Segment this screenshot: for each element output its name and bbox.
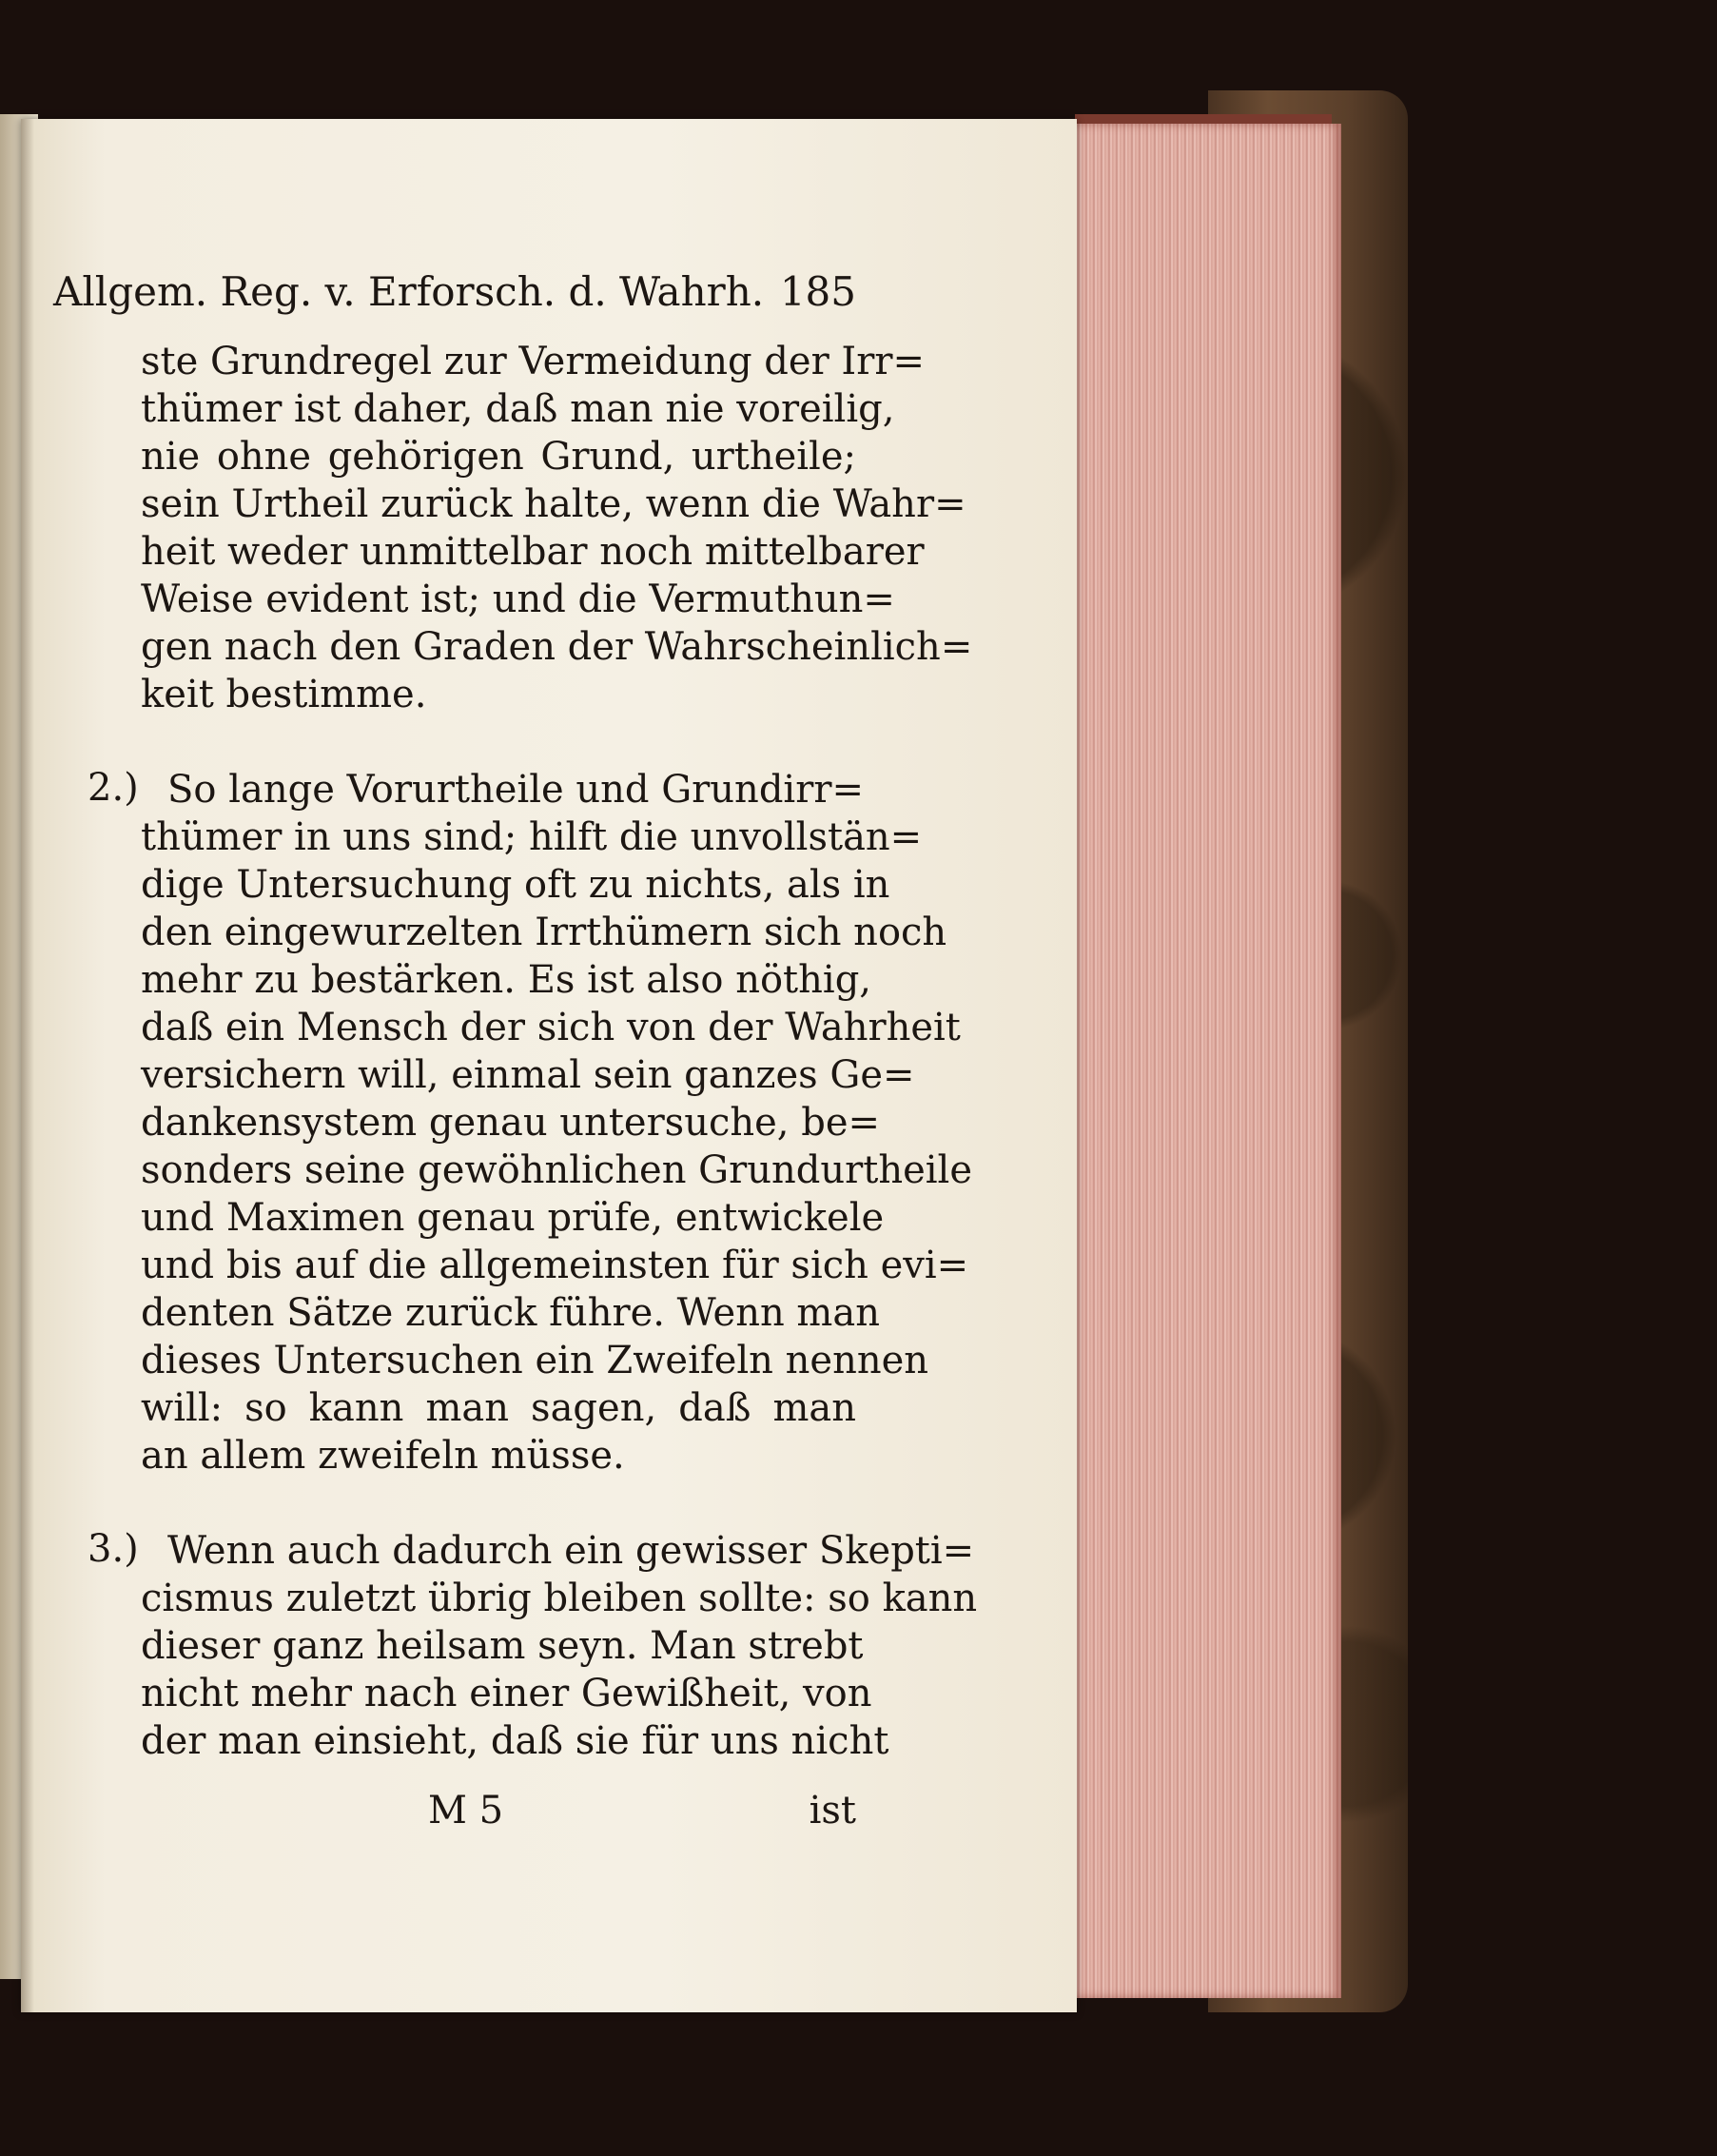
text-line: versichern will, einmal sein ganzes Ge= — [141, 1053, 915, 1097]
text-line: sonders seine gewöhnlichen Grundurtheile — [141, 1148, 973, 1192]
text-line: und Maximen genau prüfe, entwickele — [141, 1196, 885, 1240]
text-line: gen nach den Graden der Wahrscheinlich= — [141, 625, 973, 669]
paragraph-3 — [141, 1527, 978, 1765]
paragraph-2 — [141, 766, 973, 1480]
text-line: den eingewurzelten Irrthümern sich noch — [141, 911, 947, 954]
text-line: cismus zuletzt übrig bleiben sollte: so kann — [141, 1577, 978, 1620]
text-line: dieser ganz heilsam seyn. Man strebt — [141, 1624, 864, 1668]
page-footer — [428, 1789, 856, 1833]
text-line: thümer ist daher, daß man nie voreilig, — [141, 387, 895, 431]
text-line: nicht mehr nach einer Gewißheit, von — [141, 1672, 872, 1715]
text-line: dieses Untersuchen ein Zweifeln nennen — [141, 1339, 929, 1382]
text-line: sein Urtheil zurück halte, wenn die Wahr= — [141, 482, 966, 526]
text-line: So lange Vorurtheile und Grundirr= — [167, 768, 864, 812]
text-line: daß ein Mensch der sich von der Wahrheit — [141, 1006, 961, 1049]
running-header — [53, 268, 856, 315]
text-line: keit bestimme. — [141, 673, 427, 716]
catchword: ist — [809, 1789, 856, 1833]
running-title: Allgem. Reg. v. Erforsch. d. Wahrh. — [53, 268, 765, 315]
signature-mark: M 5 — [428, 1789, 504, 1833]
red-fore-edge — [1075, 124, 1341, 1998]
text-line: will: so kann man sagen, daß man — [141, 1386, 856, 1430]
text-line: Wenn auch dadurch ein gewisser Skepti= — [167, 1529, 975, 1573]
text-line: dige Untersuchung oft zu nichts, als in — [141, 863, 890, 907]
text-line: der man einsieht, daß sie für uns nicht — [141, 1719, 889, 1763]
page-gutter — [21, 119, 34, 2012]
text-line: an allem zweifeln müsse. — [141, 1434, 625, 1478]
text-line: heit weder unmittelbar noch mittelbarer — [141, 530, 925, 574]
text-line: thümer in uns sind; hilft die unvollstän= — [141, 815, 923, 859]
text-line: und bis auf die allgemeinsten für sich evi= — [141, 1244, 969, 1287]
text-line: nie ohne gehörigen Grund, urtheile; — [141, 435, 856, 479]
page-number: 185 — [779, 268, 856, 315]
paragraph-number-2: 2.) — [88, 766, 139, 810]
text-line: mehr zu bestärken. Es ist also nöthig, — [141, 958, 872, 1002]
paragraph-1 — [141, 338, 973, 718]
text-line: Weise evident ist; und die Vermuthun= — [141, 578, 895, 621]
text-line: dankensystem genau untersuche, be= — [141, 1101, 881, 1145]
text-line: denten Sätze zurück führe. Wenn man — [141, 1291, 880, 1335]
text-line: ste Grundregel zur Vermeidung der Irr= — [141, 340, 925, 383]
paragraph-number-3: 3.) — [88, 1527, 139, 1571]
